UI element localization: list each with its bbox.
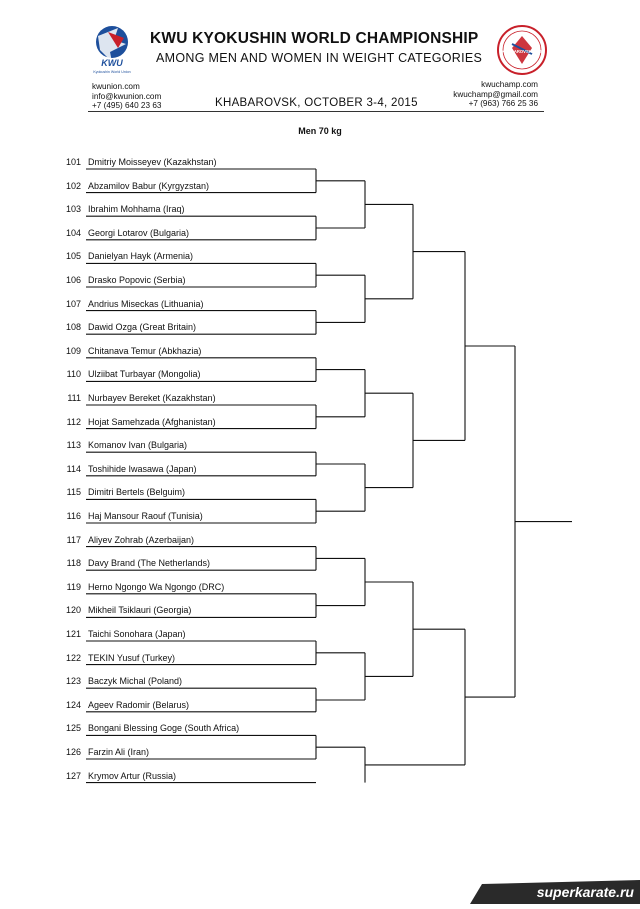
competitor-name: Toshihide Iwasawa (Japan) bbox=[88, 463, 197, 474]
competitor-number: 114 bbox=[66, 463, 81, 474]
competitor-number: 125 bbox=[65, 723, 81, 734]
competitor-number: 101 bbox=[65, 157, 81, 167]
competitor-name: Herno Ngongo Wa Ngongo (DRC) bbox=[88, 581, 225, 592]
competitor-row bbox=[0, 227, 300, 241]
competitor-name: Taichi Sonohara (Japan) bbox=[88, 629, 186, 639]
competitor-row bbox=[0, 486, 300, 500]
competitor-row bbox=[0, 652, 300, 666]
competitor-row bbox=[0, 510, 300, 524]
competitor-row bbox=[0, 156, 300, 170]
competitor-number: 106 bbox=[65, 275, 81, 285]
competitor-row bbox=[0, 180, 300, 194]
competitor-name: Aliyev Zohrab (Azerbaijan) bbox=[88, 534, 195, 545]
email-link[interactable]: kwuchamp@gmail.com bbox=[453, 89, 538, 99]
competitor-name: Abzamilov Babur (Kyrgyzstan) bbox=[88, 180, 210, 191]
competitor-name: Hojat Samehzada (Afghanistan) bbox=[88, 416, 216, 427]
competitor-name: Dimitri Bertels (Belguim) bbox=[88, 487, 186, 498]
competitor-row bbox=[0, 604, 300, 618]
competitor-row bbox=[0, 722, 300, 736]
competitor-number: 121 bbox=[65, 629, 81, 639]
page-title: KWU KYOKUSHIN WORLD CHAMPIONSHIP bbox=[150, 30, 479, 47]
competitor-number: 112 bbox=[66, 416, 81, 427]
logo-city-text: KHABAROVSK 2015 bbox=[501, 49, 543, 54]
website-link[interactable]: kwuchamp.com bbox=[481, 80, 538, 89]
competitor-row bbox=[0, 628, 300, 642]
competitor-row bbox=[0, 557, 300, 571]
competitor-number: 118 bbox=[66, 558, 81, 569]
competitor-number: 102 bbox=[65, 180, 81, 191]
event-location-date: KHABAROVSK, OCTOBER 3-4, 2015 bbox=[215, 97, 418, 109]
competitor-name: Dawid Ozga (Great Britain) bbox=[88, 322, 197, 333]
competitor-name: Krymov Artur (Russia) bbox=[88, 770, 177, 781]
competitor-row bbox=[0, 392, 300, 406]
competitor-number: 127 bbox=[65, 770, 81, 781]
competitor-number: 103 bbox=[65, 204, 81, 215]
competitor-name: Mikheil Tsiklauri (Georgia) bbox=[88, 605, 192, 616]
competitor-row bbox=[0, 770, 300, 784]
competitor-name: Chitanava Temur (Abkhazia) bbox=[88, 345, 202, 356]
competitor-name: Bongani Blessing Goge (South Africa) bbox=[88, 723, 240, 734]
competitor-number: 123 bbox=[65, 676, 81, 687]
weight-category: Men 70 kg bbox=[298, 126, 342, 136]
competitor-number: 108 bbox=[65, 322, 81, 333]
website-link[interactable]: kwunion.com bbox=[92, 82, 140, 91]
logo-text: KWU bbox=[101, 58, 123, 68]
competitor-number: 105 bbox=[65, 251, 81, 262]
competitor-name: Baczyk Michal (Poland) bbox=[88, 676, 183, 687]
phone-text: +7 (495) 640 23 63 bbox=[92, 101, 162, 111]
competitor-row bbox=[0, 534, 300, 548]
competitor-row bbox=[0, 250, 300, 264]
competitor-number: 122 bbox=[65, 652, 81, 663]
competitor-name: TEKIN Yusuf (Turkey) bbox=[88, 652, 176, 663]
watermark-text: superkarate.ru bbox=[536, 884, 634, 900]
competitor-number: 115 bbox=[66, 487, 81, 498]
competitor-row bbox=[0, 699, 300, 713]
competitor-row bbox=[0, 675, 300, 689]
competitor-name: Ageev Radomir (Belarus) bbox=[88, 699, 190, 710]
competitor-name: Drasko Popovic (Serbia) bbox=[88, 275, 186, 285]
logo-caption: Kyokushin World Union bbox=[93, 70, 131, 74]
competitor-row bbox=[0, 298, 300, 312]
competitor-row bbox=[0, 345, 300, 359]
competitor-name: Nurbayev Bereket (Kazakhstan) bbox=[88, 393, 216, 403]
phone-text: +7 (963) 766 25 36 bbox=[468, 99, 538, 109]
competitor-number: 116 bbox=[66, 511, 81, 521]
competitor-number: 120 bbox=[65, 605, 81, 616]
competitor-row bbox=[0, 274, 300, 288]
email-link[interactable]: info@kwunion.com bbox=[92, 91, 162, 101]
competitor-number: 104 bbox=[65, 227, 81, 238]
competitor-name: Danielyan Hayk (Armenia) bbox=[88, 251, 194, 262]
competitor-row bbox=[0, 463, 300, 477]
competitor-number: 109 bbox=[65, 345, 81, 356]
competitor-number: 107 bbox=[65, 298, 81, 309]
page-subtitle: AMONG MEN AND WOMEN IN WEIGHT CATEGORIES bbox=[156, 51, 483, 65]
competitor-number: 119 bbox=[66, 581, 81, 592]
competitor-number: 126 bbox=[65, 747, 81, 757]
competitor-name: Ulziibat Turbayar (Mongolia) bbox=[88, 369, 201, 380]
competitor-number: 111 bbox=[67, 393, 81, 403]
competitor-name: Ibrahim Mohhama (Iraq) bbox=[88, 204, 185, 215]
competitor-name: Komanov Ivan (Bulgaria) bbox=[88, 440, 188, 451]
competitor-row bbox=[0, 746, 300, 760]
competitor-name: Andrius Miseckas (Lithuania) bbox=[88, 298, 204, 309]
competitor-row bbox=[0, 321, 300, 335]
competitor-name: Farzin Ali (Iran) bbox=[88, 747, 150, 757]
competitor-name: Davy Brand (The Netherlands) bbox=[88, 558, 211, 569]
competitor-name: Haj Mansour Raouf (Tunisia) bbox=[88, 511, 203, 521]
competitor-row bbox=[0, 581, 300, 595]
competitor-row bbox=[0, 416, 300, 430]
competitor-row bbox=[0, 439, 300, 453]
competitor-number: 110 bbox=[66, 369, 81, 380]
competitor-row bbox=[0, 368, 300, 382]
competitor-number: 113 bbox=[66, 440, 81, 451]
competitor-row bbox=[0, 203, 300, 217]
competitor-number: 117 bbox=[66, 534, 81, 545]
competitor-name: Georgi Lotarov (Bulgaria) bbox=[88, 227, 190, 238]
competitor-name: Dmitriy Moisseyev (Kazakhstan) bbox=[88, 157, 217, 167]
competitor-number: 124 bbox=[65, 699, 81, 710]
